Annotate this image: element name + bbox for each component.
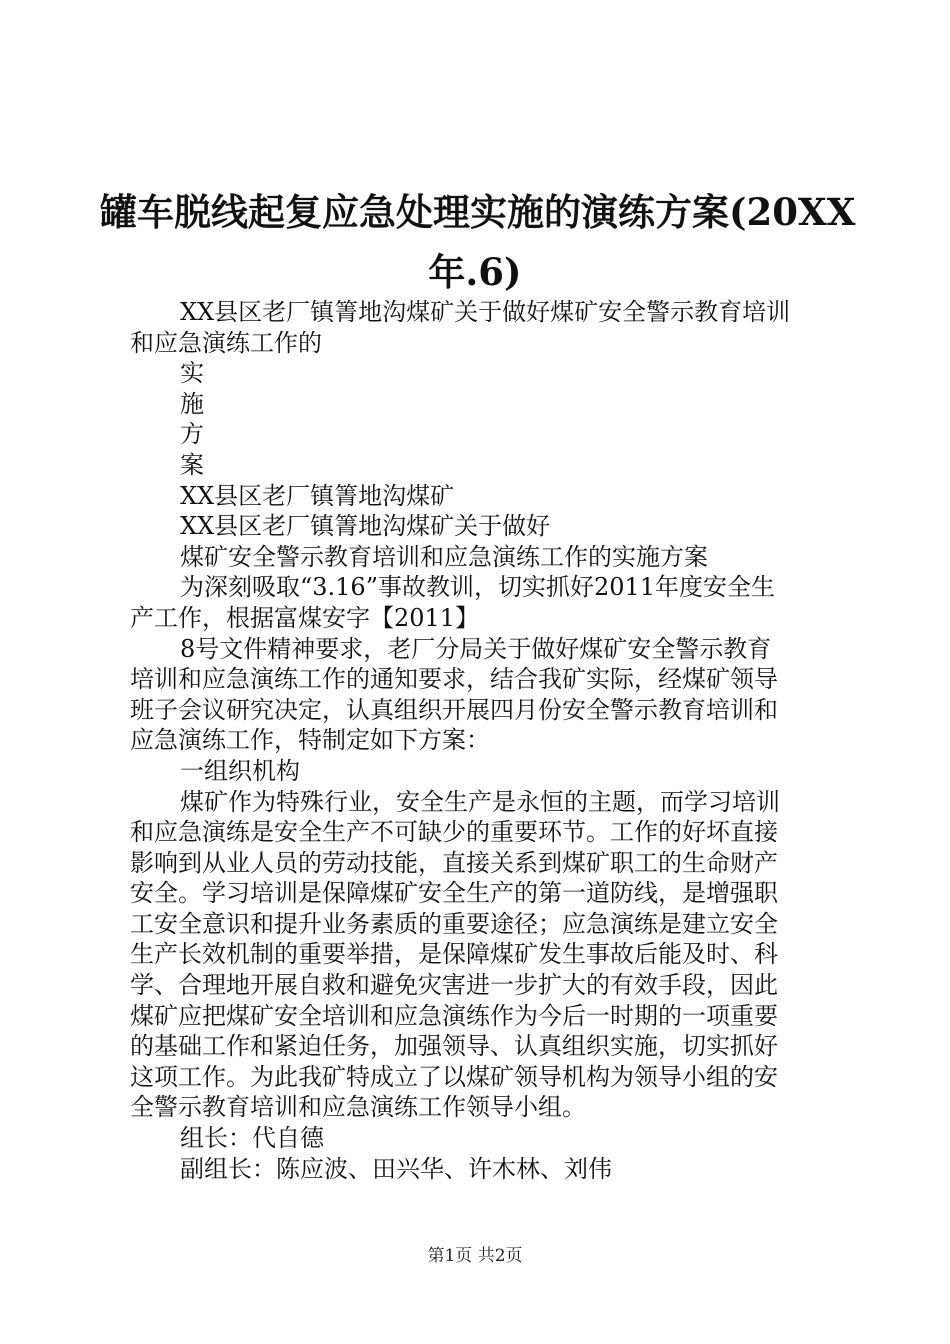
paragraph-line: 生产长效机制的重要举措，是保障煤矿发生事故后能及时、科 (130, 940, 778, 969)
paragraph-line: 8号文件精神要求，老厂分局关于做好煤矿安全警示教育 (180, 634, 772, 663)
section-heading: 一组织机构 (180, 756, 300, 785)
paragraph-line: 学、合理地开展自救和避免灾害进一步扩大的有效手段，因此 (130, 971, 778, 1000)
paragraph-line: 和应急演练工作的 (130, 328, 322, 357)
paragraph-line: XX县区老厂镇箐地沟煤矿 (180, 481, 455, 510)
paragraph-line: 班子会议研究决定，认真组织开展四月份安全警示教育培训和 (130, 695, 778, 724)
paragraph-line: XX县区老厂镇箐地沟煤矿关于做好 (180, 512, 551, 541)
document-body (130, 297, 840, 1184)
paragraph-line: 施 (180, 389, 204, 418)
paragraph-line: 实 (180, 359, 204, 388)
paragraph-line: 应急演练工作，特制定如下方案： (130, 726, 490, 755)
paragraph-line: 方 (180, 420, 204, 449)
paragraph-line: 工安全意识和提升业务素质的重要途径；应急演练是建立安全 (130, 909, 778, 938)
paragraph-line: 案 (180, 450, 204, 479)
team-leader-line: 组长：代自德 (180, 1124, 324, 1153)
page-number-footer: 第1页 共2页 (427, 1246, 523, 1266)
paragraph-line: 安全。学习培训是保障煤矿安全生产的第一道防线，是增强职 (130, 879, 778, 908)
paragraph-line: 培训和应急演练工作的通知要求，结合我矿实际，经煤矿领导 (130, 665, 778, 694)
paragraph-line: 煤矿安全警示教育培训和应急演练工作的实施方案 (180, 542, 708, 571)
paragraph-line: 煤矿作为特殊行业，安全生产是永恒的主题，而学习培训 (180, 787, 780, 816)
paragraph-line: XX县区老厂镇箐地沟煤矿关于做好煤矿安全警示教育培训 (180, 298, 791, 326)
deputy-leader-line: 副组长：陈应波、田兴华、许木林、刘伟 (180, 1154, 612, 1183)
paragraph-line: 和应急演练是安全生产不可缺少的重要环节。工作的好坏直接 (130, 818, 778, 847)
paragraph-line: 煤矿应把煤矿安全培训和应急演练作为今后一时期的一项重要 (130, 1001, 778, 1030)
document-title-line-2: 年.6) (428, 250, 522, 294)
paragraph-line: 为深刻吸取“3.16”事故教训，切实抓好2011年度安全生 (180, 573, 776, 602)
paragraph-line: 全警示教育培训和应急演练工作领导小组。 (130, 1093, 586, 1122)
paragraph-line: 产工作，根据富煤安字【2011】 (130, 603, 480, 632)
document-title-line-1: 罐车脱线起复应急处理实施的演练方案(20XX (100, 190, 856, 234)
paragraph-line: 影响到从业人员的劳动技能，直接关系到煤矿职工的生命财产 (130, 848, 778, 877)
paragraph-line: 的基础工作和紧迫任务，加强领导、认真组织实施，切实抓好 (130, 1032, 778, 1061)
paragraph-line: 这项工作。为此我矿特成立了以煤矿领导机构为领导小组的安 (130, 1062, 778, 1091)
